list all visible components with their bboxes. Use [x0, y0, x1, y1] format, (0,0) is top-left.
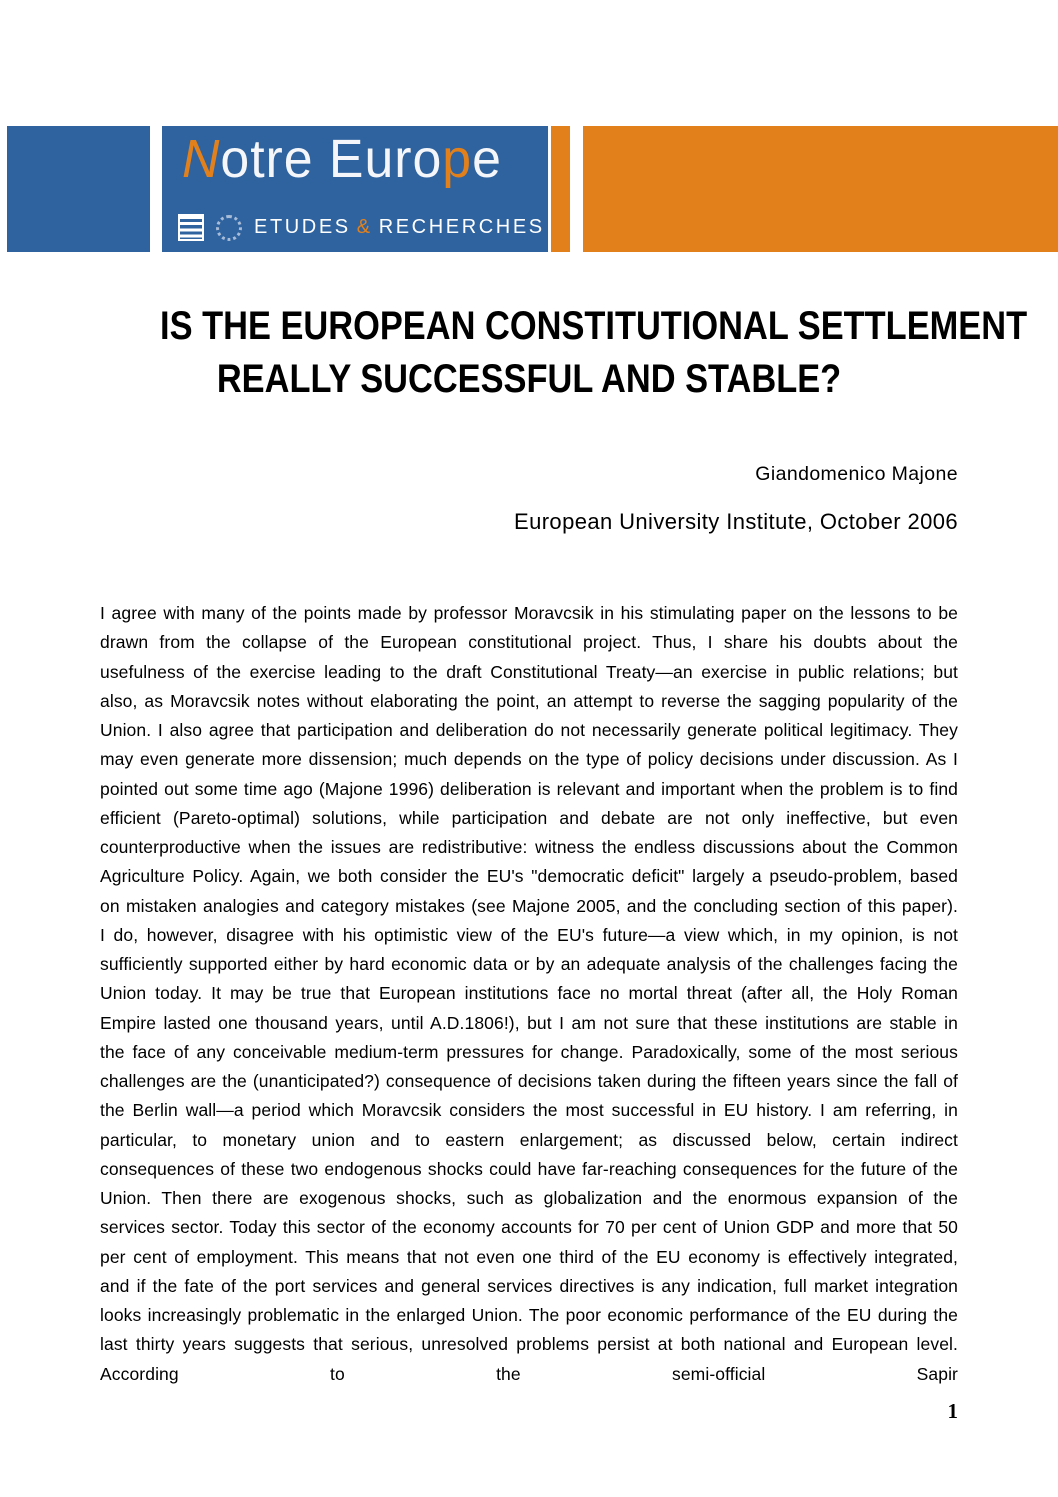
- page-number: 1: [947, 1399, 958, 1423]
- header-orange-stripe: [551, 126, 570, 252]
- header-left-blue-block: [7, 126, 150, 252]
- eu-stars-icon: [216, 215, 242, 241]
- affiliation-and-date: European University Institute, October 2006: [514, 509, 958, 534]
- paper-title: [100, 300, 1028, 406]
- header-right-orange-block: [583, 126, 1058, 252]
- author-name: Giandomenico Majone: [755, 463, 958, 485]
- tagline-recherches: RECHERCHES: [378, 216, 545, 238]
- paper-title-line2: REALLY SUCCESSFUL AND STABLE?: [216, 357, 842, 401]
- document-lines-icon: [178, 214, 204, 241]
- tagline-etudes: ETUDES: [254, 216, 351, 238]
- paper-title-line1: IS THE EUROPEAN CONSTITUTIONAL SETTLEMENT: [160, 304, 1028, 348]
- logo-text-otre-euro: otre Euro: [220, 129, 443, 189]
- logo-letter-p: p: [442, 129, 473, 189]
- notre-europe-logo: [162, 126, 548, 252]
- logo-letter-e: e: [472, 129, 502, 189]
- logo-tagline-row: [178, 214, 545, 241]
- logo-wordmark: [182, 128, 502, 190]
- logo-tagline: [254, 216, 545, 239]
- body-paragraph: I agree with many of the points made by professor Moravcsik in his stimulating paper on the lessons to be drawn from the collapse of the European constitutional project. Thus, I share his doubts about the usefulness of the exercise leading to the draft Constitutional Treaty—an exercise in public relations; but also, as Moravcsik notes without elaborating the point, an attempt to reverse the sagging popularity of the Union. I also agree that participation and deliberation do not necessarily generate political legitimacy. They may even generate more dissension; much depends on the type of policy decisions under discussion. As I pointed out some time ago (Majone 1996) deliberation is relevant and important when the problem is to find efficient (Pareto-optimal) solutions, while participation and debate are not only ineffective, but even counterproductive when the issues are redistributive: witness the endless discussions about the Common Agriculture Policy. Again, we both consider the EU's "democratic deficit" largely a pseudo-problem, based on mistaken analogies and category mistakes (see Majone 2005, and the concluding section of this paper). I do, however, disagree with his optimistic view of the EU's future—a view which, in my opinion, is not sufficiently supported either by hard economic data or by an adequate analysis of the challenges facing the Union today. It may be true that European institutions face no mortal threat (after all, the Holy Roman Empire lasted one thousand years, until A.D.1806!), but I am not sure that these institutions are stable in the face of any conceivable medium-term pressures for change. Paradoxically, some of the most serious challenges are the (unanticipated?) consequence of decisions taken during the fifteen years since the fall of the Berlin wall—a period which Moravcsik considers the most successful in EU history. I am referring, in particular, to monetary union and to eastern enlargement; as discussed below, certain indirect consequences of these two endogenous shocks could have far-reaching consequences for the future of the Union. Then there are exogenous shocks, such as globalization and the enormous expansion of the services sector. Today this sector of the economy accounts for 70 per cent of Union GDP and more that 50 per cent of employment. This means that not even one third of the EU economy is effectively integrated, and if the fate of the port services and general services directives is any indication, full market integration looks increasingly problematic in the enlarged Union. The poor economic performance of the EU during the last thirty years suggests that serious, unresolved problems persist at both national and European level. According to the semi-official Sapir: [100, 603, 958, 1384]
- logo-letter-n: N: [182, 129, 221, 189]
- tagline-ampersand: &: [356, 216, 373, 238]
